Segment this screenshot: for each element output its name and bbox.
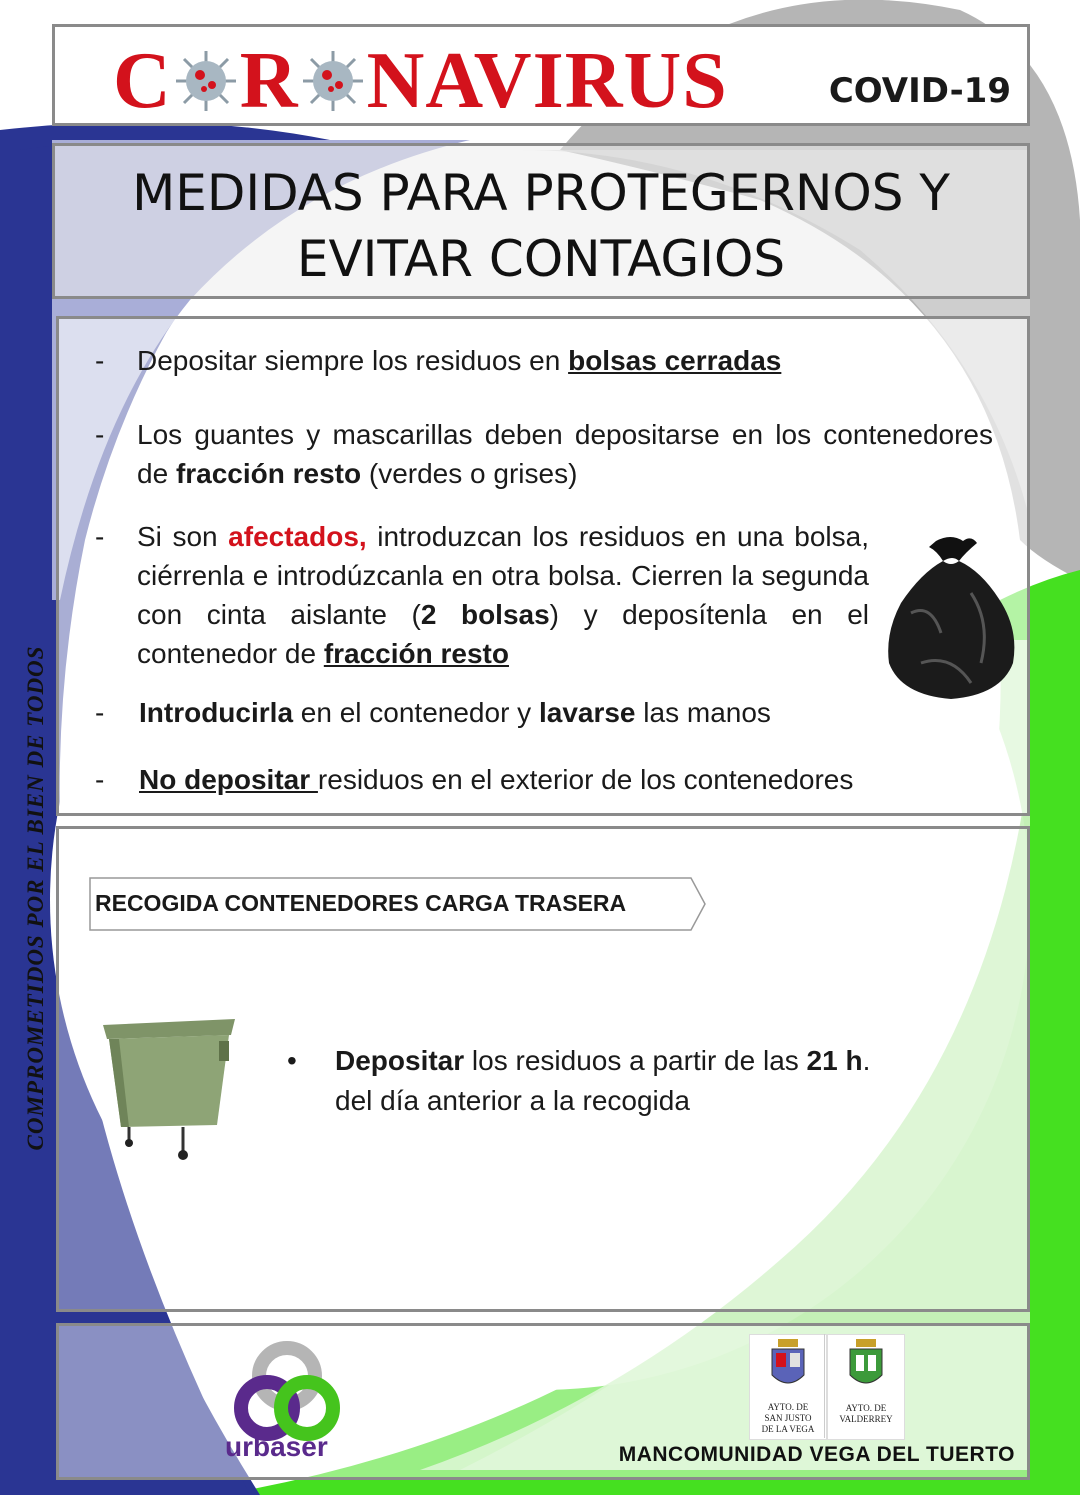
title-letter-c: C <box>113 37 172 125</box>
covid-label: COVID-19 <box>828 71 1011 111</box>
dash: - <box>95 697 105 728</box>
title-banner <box>52 24 1030 126</box>
title-rest: NAVIRUS <box>366 37 728 125</box>
heading-line-1: MEDIDAS PARA PROTEGERNOS Y <box>132 164 950 222</box>
title-letter-r: R <box>239 37 299 125</box>
heading-line-2: EVITAR CONTAGIOS <box>296 230 786 288</box>
wheelie-bin-icon <box>99 1015 239 1165</box>
mancomunidad-label: MANCOMUNIDAD VEGA DEL TUERTO <box>618 1443 1015 1466</box>
virus-icon <box>174 49 238 113</box>
trash-bag-icon <box>881 533 1021 703</box>
collection-section: RECOGIDA CONTENEDORES CARGA TRASERA • Depositar los residuos a partir de las 21 h. del día anterior a la recogida <box>56 826 1030 1312</box>
dash: - <box>95 345 105 376</box>
urbaser-label: urbaser <box>225 1431 328 1462</box>
bullet: • <box>287 1045 297 1076</box>
title-coronavirus <box>113 37 728 125</box>
crest-divider <box>824 1334 825 1438</box>
virus-icon <box>301 49 365 113</box>
collection-tag <box>89 877 703 929</box>
collection-tag-text: RECOGIDA CONTENEDORES CARGA TRASERA <box>95 890 627 916</box>
crest-valderrey: AYTO. DE VALDERREY <box>827 1334 905 1440</box>
footer <box>56 1323 1030 1480</box>
coat-of-arms-icon <box>750 1335 826 1399</box>
coat-of-arms-icon <box>828 1335 904 1399</box>
heading-text <box>55 160 1027 292</box>
side-slogan: COMPROMETIDOS POR EL BIEN DE TODOS <box>23 645 48 1151</box>
dash: - <box>95 419 105 450</box>
measures-heading <box>52 143 1030 299</box>
crest-san-justo: AYTO. DE SAN JUSTO DE LA VEGA <box>749 1334 827 1440</box>
dash: - <box>95 521 105 552</box>
measures-list: - Depositar siempre los residuos en bolsas cerradas - Los guantes y mascarillas deben depositarse en los contenedores de fracción resto (verdes o grises) - Si son afectados, introduzcan los residuos en una bolsa, ciérrenla e introdúzcanla en otra bolsa. Cierren la segunda con cinta aislante (2 bolsas) y deposítenla en el contenedor de fracción resto - Introducirla en el contenedor y lavarse las manos - No depositar residuos en el exterior de los contenedores <box>56 316 1030 816</box>
dash: - <box>95 764 105 795</box>
